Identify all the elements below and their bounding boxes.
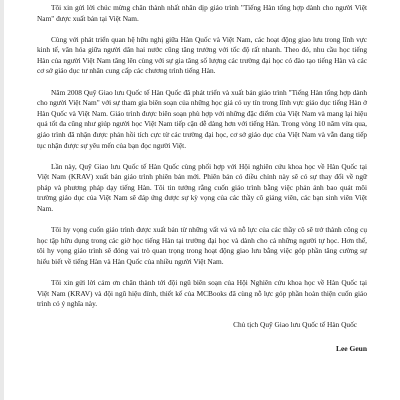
- paragraph-thanks: Tôi xin gửi lời cảm ơn chân thành tới đội ngũ biên soạn của Hội Nghiên cứu khoa học về Hàn Quốc tại Việt Nam (KRAV) và đội ngũ hiệu đính, thiết kế của MCBooks đã cùng nỗ lực góp phần hoàn thiện cuốn giáo trình có ý nghĩa này.: [37, 277, 367, 309]
- signature-name: Lee Geun: [335, 344, 367, 354]
- page-edge-shadow: [0, 0, 4, 400]
- paragraph-history: Năm 2008 Quỹ Giao lưu Quốc tế Hàn Quốc đã phát triển và xuất bản giáo trình "Tiếng Hàn tổng hợp dành cho người Việt Nam" với sự tham gia biên soạn của những học giả có uy tín trong lĩnh vực giáo dục tiếng Hàn ở Hàn Quốc và Việt Nam. Giáo trình được biên soạn phù hợp với những đặc điểm của Việt Nam và mang lại hiệu quả tốt đa cũng như giúp người học Việt Nam tiếp cận dễ dàng hơn với tiếng Hàn. Trong vòng 10 năm vừa qua, giáo trình đã nhận được phản hồi tích cực từ các trường đại học, cơ sở giáo dục của Việt Nam và vẫn đang tiếp tục nhận được sự yêu mến của bạn đọc người Việt.: [37, 87, 367, 150]
- signature-organization: Chủ tịch Quỹ Giao lưu Quốc tế Hàn Quốc: [233, 320, 357, 330]
- paragraph-congratulations: Tôi xin gửi lời chúc mừng chân thành nhất nhân dịp giáo trình "Tiếng Hàn tổng hợp dành cho người Việt Nam" được xuất bản tại Việt Nam.: [37, 3, 367, 23]
- paragraph-relations: Cùng với phát triển quan hệ hữu nghị giữa Hàn Quốc và Việt Nam, các hoạt động giao lưu trong lĩnh vực kinh tế, văn hóa giữa người dân hai nước cũng tăng trưởng với tốc độ rất nhanh. Theo đó, nhu cầu học tiếng Hàn của người Việt Nam tăng lên cùng với sự gia tăng số lượng các trường đại học có đào tạo tiếng Hàn và các cơ sở giáo dục tư nhân cung cấp các chương trình tiếng Hàn.: [37, 34, 367, 76]
- paragraph-new-edition: Lần này, Quỹ Giao lưu Quốc tế Hàn Quốc cùng phối hợp với Hội nghiên cứu khoa học về Hàn Quốc tại Việt Nam (KRAV) xuất bản giáo trình phiên bản mới. Phiên bản có điều chỉnh này sẽ có sự thay đổi về ngữ pháp và phương pháp dạy tiếng Hàn. Tôi tin tưởng rằng cuốn giáo trình bằng việc phản ánh bao quát môi trường giáo dục của Việt Nam sẽ đáp ứng được sự kỳ vọng của các thầy cô giảng viên, các bạn sinh viên Việt Nam.: [37, 161, 367, 213]
- paragraph-hopes: Tôi hy vọng cuốn giáo trình được xuất bản từ những vất vả và nỗ lực của các thầy cô sẽ trở thành công cụ học tập hữu dụng trong các giờ học tiếng Hàn tại trường đại học và dành cho cả những người tự học. Hơn thế, tôi hy vọng giáo trình sẽ đóng vai trò quan trọng trong hoạt động giao lưu bằng việc góp phần tăng cường sự hiểu biết về tiếng Hàn và Hàn Quốc của nhiều người Việt Nam.: [37, 225, 367, 266]
